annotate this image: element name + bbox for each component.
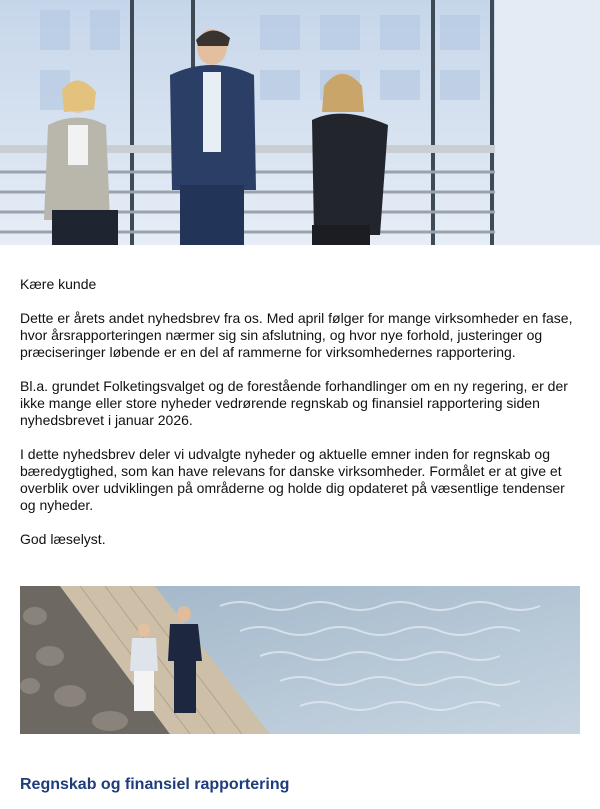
paragraph-intro: Dette er årets andet nyhedsbrev fra os. Med april følger for mange virksomheder en fase, hvor årsrapporteringen nærmer sig sin afslutning, og hvor nye forhold, justeringer og præciseringer løbende er en del af rammerne for virksomhedernes rapportering. xyxy=(20,310,573,360)
office-team-photo-icon xyxy=(0,0,600,245)
paragraph-topics: I dette nyhedsbrev deler vi udvalgte nyheder og aktuelle emner inden for regnskab og bæredygtighed, som kan have relevans for danske virksomheder. Formålet er at give et overblik over udviklingen på områderne og holde dig opdateret på væsentlige tendenser og nyheder. xyxy=(20,446,565,513)
letter-body xyxy=(0,276,600,548)
paragraph-election: Bl.a. grundet Folketingsvalget og de forestående forhandlinger om en ny regering, er der ikke mange eller store nyheder vedrørende regnskab og finansiel rapportering siden nyhedsbrevet i januar 2026. xyxy=(20,378,568,428)
hero-image xyxy=(0,0,600,245)
paragraph-signoff: God læselyst. xyxy=(20,531,106,547)
section-intro-partial xyxy=(20,801,580,809)
section-title: Regnskab og finansiel rapportering xyxy=(20,776,290,793)
greeting: Kære kunde xyxy=(20,276,97,292)
pier-walk-photo-icon xyxy=(20,586,580,734)
pier-photo xyxy=(20,586,580,734)
